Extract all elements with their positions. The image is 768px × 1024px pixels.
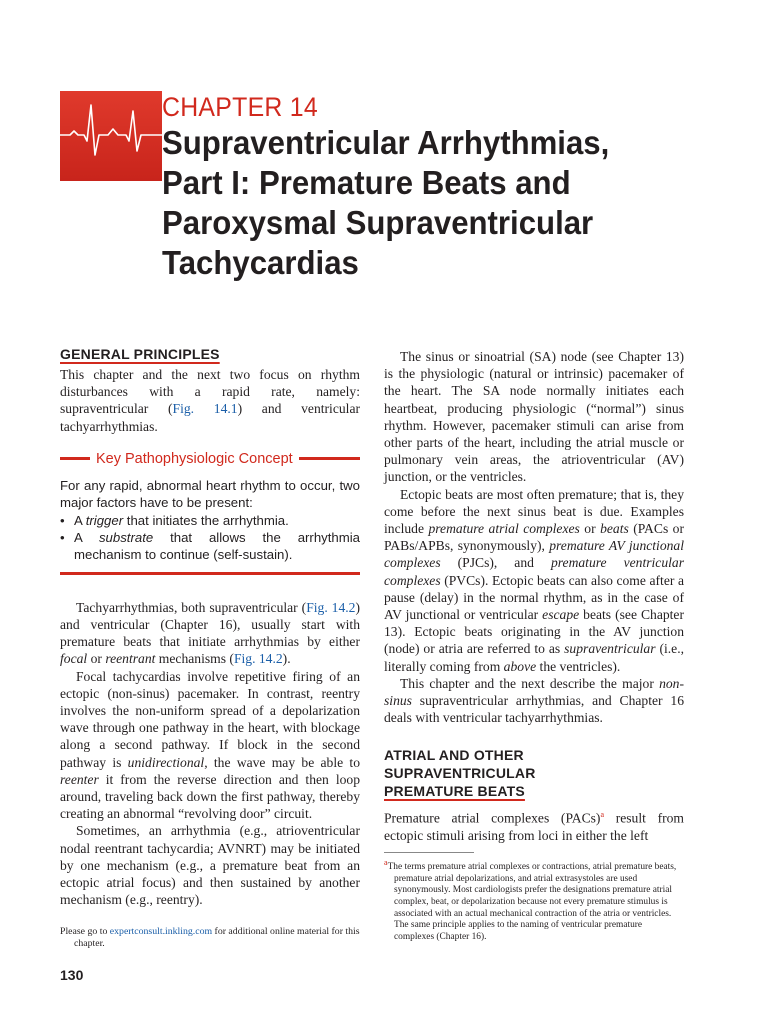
chapter-title xyxy=(162,124,683,284)
chapter-graphic xyxy=(60,91,162,181)
text-run: or xyxy=(579,521,601,537)
text-run: for additional online material for this chapter. xyxy=(74,926,360,949)
chapter-title-line: Supraventricular Arrhythmias, xyxy=(162,125,610,162)
chapter-title-line: Part I: Premature Beats and xyxy=(162,165,571,202)
text-run: (PVCs). Ectopic beats can also come after a pause (delay) in the normal rhythm, as in the case of AV junctional or ventricular xyxy=(384,572,684,623)
key-concept-lead: For any rapid, abnormal heart rhythm to occur, two major factors have to be present: xyxy=(60,477,360,511)
text-run: ) and ventricular tachyarrhythmias. xyxy=(60,401,360,434)
key-concept-header xyxy=(60,451,360,467)
bullet-text xyxy=(74,512,289,529)
divider xyxy=(60,572,360,575)
bullet-icon: • xyxy=(60,512,65,528)
section-heading-line: PREMATURE BEATS xyxy=(384,783,525,800)
text-run: This chapter and the next describe the major xyxy=(400,675,660,691)
text-run: A xyxy=(74,512,86,528)
paragraph: The sinus or sinoatrial (SA) node (see Chapter 13) is the physiologic (natural or intrinsic) pacemaker of the heart. The SA node normally initiates each heartbeat, producing physiologic (“normal”) sinus rhythm. However, pacemaker stimuli can arise from other parts of the heart, including the atrial muscle or pulmonary vein areas, the atrioventricular (AV) junction, or the ventricles. xyxy=(384,349,684,485)
emphasis: reentrant xyxy=(105,651,156,667)
ecg-waveform-icon xyxy=(60,91,162,181)
text-run: ). xyxy=(282,651,291,667)
text-run: (i.e., literally coming from xyxy=(384,641,685,674)
text-run: result from ectopic stimuli arising from loci in either the left xyxy=(384,811,684,844)
chapter-title-line: Tachycardias xyxy=(162,245,359,282)
list-item xyxy=(60,512,360,529)
footnote-divider xyxy=(384,852,474,853)
chapter-label: CHAPTER 14 xyxy=(162,92,318,122)
footnote-text xyxy=(384,857,684,943)
paragraph xyxy=(60,599,360,668)
emphasis: escape xyxy=(542,607,580,623)
online-material-note xyxy=(60,926,360,950)
intro-paragraph xyxy=(60,366,360,435)
emphasis: trigger xyxy=(85,512,124,528)
emphasis: above xyxy=(503,658,537,674)
text-run: mechanisms ( xyxy=(155,651,234,667)
text-run: Please go to xyxy=(60,926,110,937)
emphasis: reenter xyxy=(60,771,99,787)
expertconsult-link[interactable]: expertconsult.inkling.com xyxy=(109,926,213,937)
section-heading-line: SUPRAVENTRICULAR xyxy=(384,765,536,782)
text-run: Premature atrial complexes (PACs) xyxy=(384,811,601,826)
paragraph xyxy=(384,486,684,675)
footnote-marker: a xyxy=(384,858,388,867)
text-run: This chapter and the next two focus on rhythm disturbances with a rapid rate, namely: supraventricular ( xyxy=(60,367,360,417)
emphasis: beats xyxy=(600,521,629,537)
paragraph: Sometimes, an arrhythmia (e.g., atrioventricular nodal reentrant tachycardia; AVNRT) may be initiated by one mechanism (e.g., a premature beat from an ectopic atrial focus) and then sustained by another mechanism (e.g., reentry). xyxy=(60,823,360,908)
text-run: or xyxy=(87,651,106,667)
emphasis: non-sinus xyxy=(384,675,684,709)
text-run: Tachyarrhythmias, both supraventricular ( xyxy=(76,599,307,615)
list-item xyxy=(60,529,360,564)
text-run: Focal tachycardias involve repetitive firing of an ectopic (non-sinus) pacemaker. In contrast, reentry involves the non-uniform spread of a depolarization wave through one pathway in the heart, with blockage along a second pathway. If block in the second pathway is xyxy=(60,668,360,770)
text-run: the ventricles). xyxy=(536,658,621,674)
text-run: The terms premature atrial complexes or contractions, atrial premature beats, premature atrial depolarizations, and atrial extrasystoles are used synonymously. Most cardiologists prefer the designations premature atrial complex, beat, or depolarization because not every premature stimulus is associated with an actual mechanical contraction of the atria or ventricles. The same principle applies to the naming of ventricular premature complexes (Chapter 16). xyxy=(387,862,677,942)
section-heading-line: ATRIAL AND OTHER xyxy=(384,747,524,764)
key-concept-box xyxy=(60,451,360,575)
emphasis: unidirectional xyxy=(127,754,205,770)
text-run: ) and ventricular (Chapter 16), usually start with premature beats that initiate arrhythmias by either xyxy=(60,599,360,650)
text-run: it from the reverse direction and then loop around, traveling back down the first pathway, thereby creating an abnormal “revolving door” circuit. xyxy=(60,771,360,822)
text-run: A xyxy=(74,530,99,546)
text-run: supraventricular arrhythmias, and Chapter 16 deals with ventricular tachyarrhythmias. xyxy=(384,693,684,726)
footnote-marker[interactable]: a xyxy=(600,810,605,820)
emphasis: premature atrial complexes xyxy=(428,521,580,537)
section-heading-atrial xyxy=(384,746,684,800)
page-number: 130 xyxy=(60,967,84,983)
text-run: (PJCs), and xyxy=(440,555,551,571)
divider xyxy=(299,457,360,460)
text-run: , the wave may be able to xyxy=(204,754,360,770)
emphasis: premature AV junctional complexes xyxy=(384,538,684,571)
emphasis: premature ventricular complexes xyxy=(384,555,684,588)
divider xyxy=(60,457,90,460)
text-run: that allows the arrhythmia mechanism to continue (self-sustain). xyxy=(74,530,360,563)
footnote xyxy=(384,852,684,943)
figure-link[interactable]: Fig. 14.2 xyxy=(306,599,356,615)
figure-link[interactable]: Fig. 14.1 xyxy=(172,401,238,417)
bullet-text xyxy=(74,529,360,564)
text-run: beats (see Chapter 13). Ectopic beats originating in the AV junction (node) or atria are referred to as xyxy=(384,607,684,657)
text-run: that initiates the arrhythmia. xyxy=(123,512,289,528)
left-column xyxy=(60,346,360,909)
emphasis: supraventricular xyxy=(564,641,656,657)
text-run: (PACs or PABs/APBs, synonymously), xyxy=(384,521,685,554)
right-column xyxy=(384,346,684,844)
online-note-text xyxy=(60,926,360,950)
bullet-icon: • xyxy=(60,530,65,546)
section-heading-general-principles: GENERAL PRINCIPLES xyxy=(60,346,220,362)
paragraph xyxy=(384,806,684,844)
chapter-title-line: Paroxysmal Supraventricular xyxy=(162,205,594,242)
key-concept-title: Key Pathophysiologic Concept xyxy=(96,450,293,467)
figure-link[interactable]: Fig. 14.2 xyxy=(233,651,283,667)
emphasis: substrate xyxy=(98,530,154,546)
key-concept-body xyxy=(60,477,360,564)
emphasis: focal xyxy=(60,651,88,667)
paragraph xyxy=(384,675,684,727)
paragraph xyxy=(60,668,360,823)
text-run: Ectopic beats are most often premature; that is, they come before the next sinus beat is due. Examples include xyxy=(384,486,684,537)
